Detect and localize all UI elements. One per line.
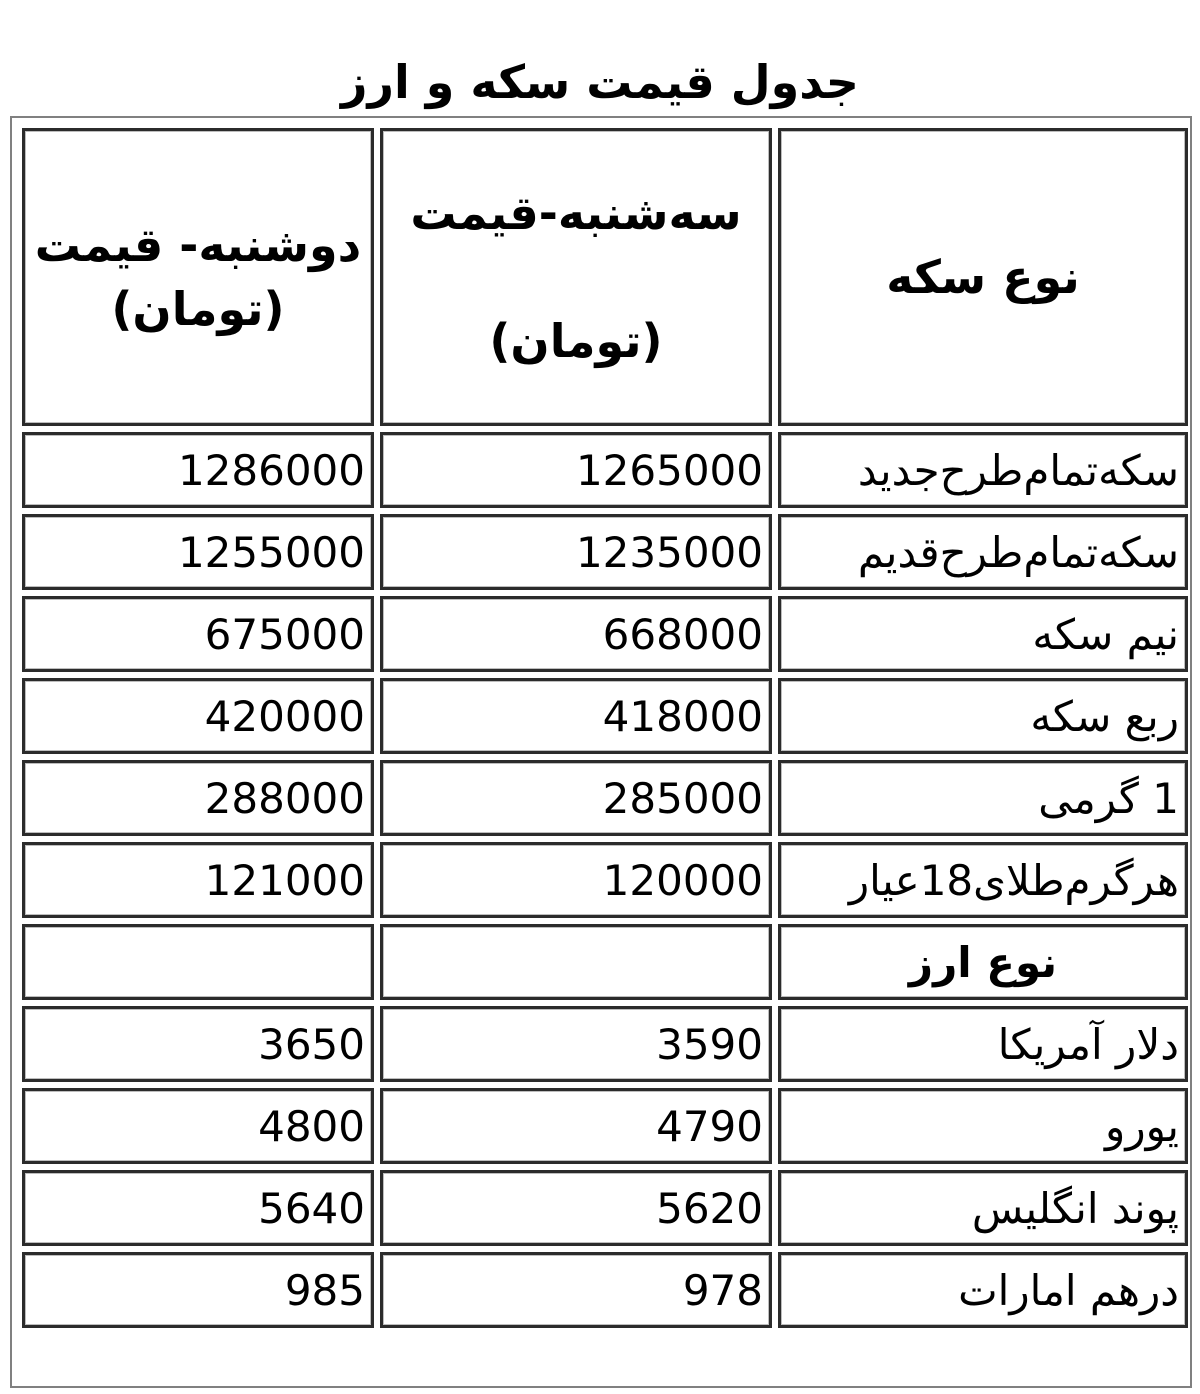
table-row [22, 596, 1188, 672]
table-row [22, 760, 1188, 836]
currency-name: دلار آمریکا [778, 1006, 1188, 1082]
table-row [22, 1252, 1188, 1328]
table-row [22, 1006, 1188, 1082]
currency-section-label: نوع ارز [778, 924, 1188, 1000]
table-row [22, 432, 1188, 508]
tuesday-price: 1265000 [380, 432, 772, 508]
monday-price: 420000 [22, 678, 374, 754]
table-row [22, 842, 1188, 918]
coin-name: سکه‌تمام‌طرح‌جدید [778, 432, 1188, 508]
header-monday-price: دوشنبه- قیمت (تومان) [22, 128, 374, 426]
currency-name: پوند انگلیس [778, 1170, 1188, 1246]
monday-price: 985 [22, 1252, 374, 1328]
coin-name: 1 گرمی [778, 760, 1188, 836]
table-row [22, 678, 1188, 754]
tuesday-price: 5620 [380, 1170, 772, 1246]
tuesday-price: 4790 [380, 1088, 772, 1164]
monday-price: 121000 [22, 842, 374, 918]
monday-price: 4800 [22, 1088, 374, 1164]
tuesday-price: 668000 [380, 596, 772, 672]
tuesday-price: 418000 [380, 678, 772, 754]
header-tuesday-price: سه‌شنبه-قیمت (تومان) [380, 128, 772, 426]
table-row [22, 514, 1188, 590]
currency-name: درهم امارات [778, 1252, 1188, 1328]
tuesday-price: 1235000 [380, 514, 772, 590]
price-table-frame [10, 116, 1192, 1388]
coin-name: سکه‌تمام‌طرح‌قدیم [778, 514, 1188, 590]
currency-name: یورو [778, 1088, 1188, 1164]
currency-section-row [22, 924, 1188, 1000]
tuesday-price: 285000 [380, 760, 772, 836]
header-coin-type: نوع سکه [778, 128, 1188, 426]
coin-name: ربع سکه [778, 678, 1188, 754]
price-table [16, 122, 1194, 1334]
tuesday-price: 978 [380, 1252, 772, 1328]
empty-cell [22, 924, 374, 1000]
monday-price: 5640 [22, 1170, 374, 1246]
empty-cell [380, 924, 772, 1000]
table-row [22, 1088, 1188, 1164]
monday-price: 3650 [22, 1006, 374, 1082]
coin-name: هرگرم‌طلای18عیار [778, 842, 1188, 918]
tuesday-price: 120000 [380, 842, 772, 918]
table-title: جدول قیمت سکه و ارز [341, 55, 859, 109]
monday-price: 675000 [22, 596, 374, 672]
coin-name: نیم سکه [778, 596, 1188, 672]
tuesday-price: 3590 [380, 1006, 772, 1082]
monday-price: 288000 [22, 760, 374, 836]
monday-price: 1255000 [22, 514, 374, 590]
table-row [22, 1170, 1188, 1246]
header-row [22, 128, 1188, 426]
monday-price: 1286000 [22, 432, 374, 508]
